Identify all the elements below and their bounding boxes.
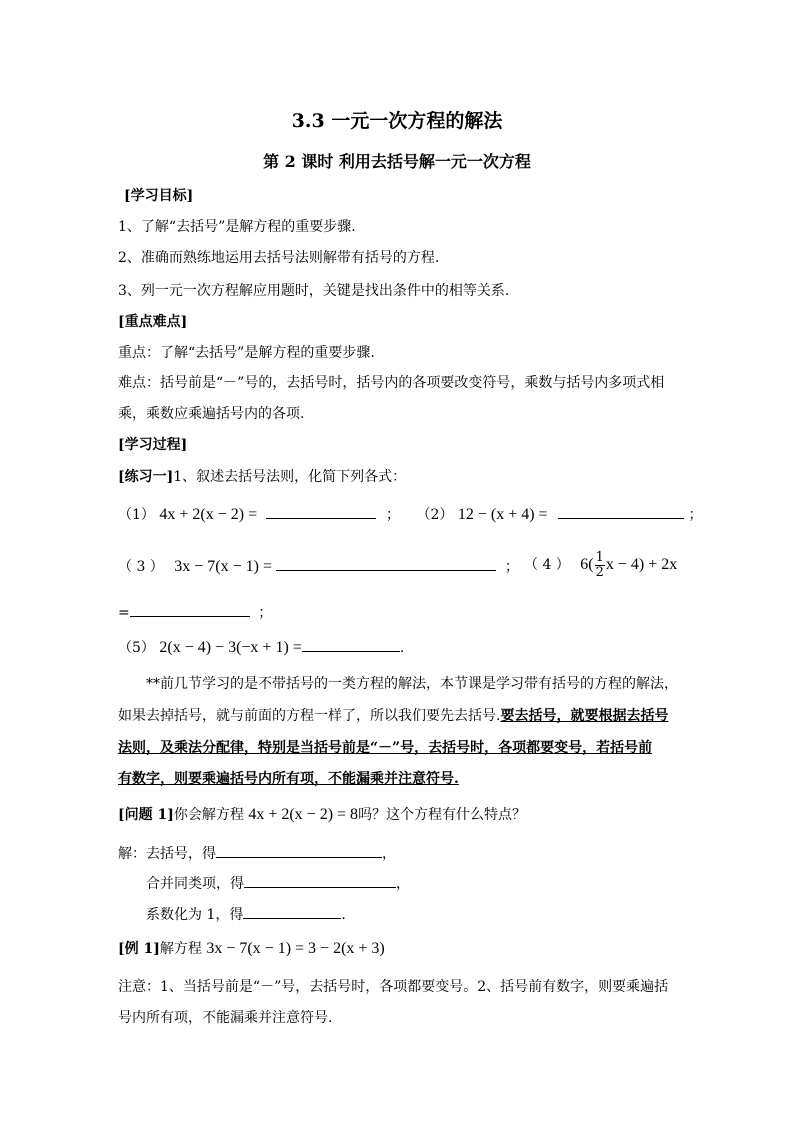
solution-step-3 [146,904,346,925]
step-label: 合并同类项，得 [146,876,244,892]
practice-intro-line [118,467,406,487]
goal-item: 1、了解“去括号”是解方程的重要步骤. [118,219,356,235]
answer-blank[interactable] [243,904,341,919]
solution-step-2 [146,873,410,894]
exercise-expression: 12 − (x + 4) = [457,506,548,523]
exercise-number: （2） [416,507,454,523]
exercise-4-answer [118,602,272,623]
end-mark: . [341,907,346,923]
goal-item: 3、列一元一次方程解应用题时，关键是找出条件中的相等关系. [118,283,510,299]
end-mark: . [399,640,405,656]
page-title: 3.3 一元一次方程的解法 [291,110,503,132]
question-post: 吗？这个方程有什么特点？ [358,807,527,823]
step-label: 系数化为 1，得 [146,907,244,923]
difficult-point: 难点：括号前是“－”号的，去括号时，括号内的各项要改变符号，乘数与括号内多项式相 [118,375,665,391]
exercise-expression: 4x + 2(x − 2) = [159,506,258,523]
question-pre: 你会解方程 [173,807,244,823]
caution-line: 号内所有项，不能漏乘并注意符号. [118,1010,333,1026]
step-label: 解：去括号，得 [118,846,216,862]
example-equation: 3x − 7(x − 1) = 3 − 2(x + 3) [206,940,385,957]
exercise-4 [524,548,677,582]
solution-step-1 [118,843,396,864]
fraction [595,551,605,580]
goal-item: 2、准确而熟练地运用去括号法则解带有括号的方程. [118,250,440,266]
equals-sign: = [118,605,130,621]
note-text: 如果去掉括号，就与前面的方程一样了，所以我们要先去括号. [118,708,501,724]
answer-blank[interactable] [558,504,684,519]
exercise-expression-pre: 6( [580,556,594,573]
exercise-number: （5） [118,640,155,656]
answer-blank[interactable] [266,504,376,519]
exercise-row-2 [118,556,519,577]
note-emphasis-line: 法则，及乘法分配律，特别是当括号前是“－”号，去括号时，各项都要变号，若括号前 [118,740,653,756]
key-point: 重点：了解“去括号”是解方程的重要步骤. [118,345,375,361]
comma: ， [382,846,396,862]
question-1 [118,805,526,825]
exercise-row-5 [118,637,404,658]
lesson-subtitle: 第 2 课时 利用去括号解一元一次方程 [263,152,531,171]
example-label: [例 1] [118,941,160,957]
comma: ， [396,876,410,892]
answer-blank[interactable] [130,602,250,617]
separator: ； [386,507,401,523]
separator: ； [504,559,519,575]
goals-heading: [学习目标] [124,188,194,204]
key-heading: [重点难点] [118,314,188,330]
question-equation: 4x + 2(x − 2) = 8 [248,806,359,823]
difficult-point-cont: 乘，乘数应乘遍括号内的各项. [118,406,305,422]
exercise-expression: 3x − 7(x − 1) = [174,558,272,575]
exercise-row-1 [118,504,702,525]
example-pre: 解方程 [159,941,202,957]
caution-line: 注意：1、当括号前是“－”号，去括号时，各项都要变号。2、括号前有数字，则要乘遍括 [118,979,669,995]
separator: ； [258,605,273,621]
note-line [118,706,668,726]
fraction-numerator: 1 [595,549,604,565]
note-line: **前几节学习的是不带括号的一类方程的解法，本节课是学习带有括号的方程的解法， [146,676,678,692]
separator: ； [688,507,703,523]
exercise-number: （ 4 ） [524,557,570,573]
practice-label: [练习一] [118,469,174,485]
note-emphasis: 要去括号，就要根据去括号 [500,708,669,724]
exercise-expression-post: x − 4) + 2x [605,556,678,573]
answer-blank[interactable] [244,873,396,888]
exercise-number: （1） [118,507,155,523]
exercise-expression: 2(x − 4) − 3(−x + 1) = [159,639,302,656]
question-label: [问题 1] [118,807,174,823]
answer-blank[interactable] [276,556,496,571]
answer-blank[interactable] [302,637,400,652]
process-heading: [学习过程] [118,437,188,453]
practice-intro: 1、叙述去括号法则，化简下列各式： [173,469,407,485]
fraction-denominator: 2 [595,564,604,580]
answer-blank[interactable] [216,843,382,858]
exercise-number: （ 3 ） [118,559,164,575]
example-1 [118,939,385,959]
note-emphasis-line: 有数字，则要乘遍括号内所有项，不能漏乘并注意符号. [118,771,459,787]
